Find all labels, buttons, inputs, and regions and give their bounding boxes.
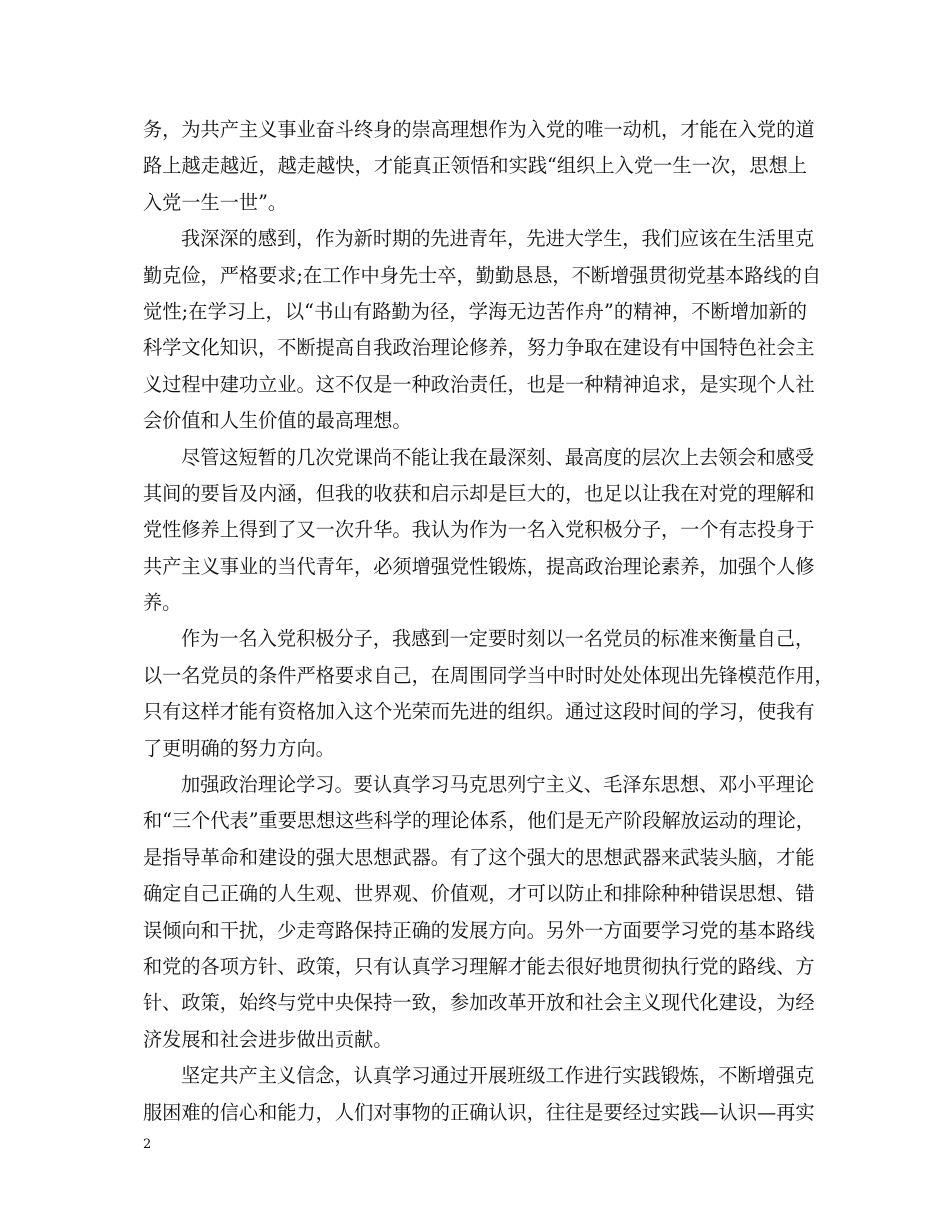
text-line: 作为一名入党积极分子，我感到一定要时刻以一名党员的标准来衡量自己，: [181, 627, 815, 651]
text-line: 了更明确的努力方向。: [143, 736, 335, 760]
text-line: 针、政策，始终与党中央保持一致，参加改革开放和社会主义现代化建设，为经: [143, 991, 815, 1015]
text-line: 勤克俭，严格要求;在工作中身先士卒，勤勤恳恳，不断增强贯彻党基本路线的自: [143, 263, 822, 287]
text-line: 是指导革命和建设的强大思想武器。有了这个强大的思想武器来武装头脑，才能: [143, 845, 815, 869]
text-line: 和党的各项方针、政策，只有认真学习理解才能去很好地贯彻执行党的路线、方: [143, 954, 815, 978]
text-line: 确定自己正确的人生观、世界观、价值观，才可以防止和排除种种错误思想、错: [143, 882, 815, 906]
paragraph: [143, 440, 815, 622]
paragraph: [143, 112, 815, 221]
text-line: 我深深的感到，作为新时期的先进青年，先进大学生，我们应该在生活里克: [181, 227, 815, 251]
text-line: 会价值和人生价值的最高理想。: [143, 409, 412, 433]
text-line: 共产主义事业的当代青年，必须增强党性锻炼，提高政治理论素养，加强个人修: [143, 554, 815, 578]
text-line: 只有这样才能有资格加入这个光荣而先进的组织。通过这段时间的学习，使我有: [143, 700, 815, 724]
paragraph: [143, 621, 834, 767]
text-line: 以一名党员的条件严格要求自己，在周围同学当中时时处处体现出先锋模范作用，: [143, 663, 834, 687]
text-line: 路上越走越近，越走越快，才能真正领悟和实践“组织上入党一生一次，思想上: [143, 154, 807, 178]
text-line: 义过程中建功立业。这不仅是一种政治责任，也是一种精神追求，是实现个人社: [143, 372, 815, 396]
page-number: 2: [143, 1137, 152, 1152]
text-line: 加强政治理论学习。要认真学习马克思列宁主义、毛泽东思想、邓小平理论: [181, 773, 815, 797]
text-line: 科学文化知识，不断提高自我政治理论修养，努力争取在建设有中国特色社会主: [143, 336, 815, 360]
text-line: 党性修养上得到了又一次升华。我认为作为一名入党积极分子，一个有志投身于: [143, 518, 815, 542]
text-line: 养。: [143, 591, 182, 615]
text-line: 入党一生一世”。: [143, 190, 288, 214]
text-line: 尽管这短暂的几次党课尚不能让我在最深刻、最高度的层次上去领会和感受: [181, 445, 815, 469]
text-line: 觉性;在学习上，以“书山有路勤为径，学海无边苦作舟”的精神，不断增加新的: [143, 299, 807, 323]
text-line: 和“三个代表”重要思想这些科学的理论体系，他们是无产阶段解放运动的理论，: [143, 809, 815, 833]
text-line: 济发展和社会进步做出贡献。: [143, 1027, 393, 1051]
paragraph: [143, 767, 815, 1058]
document-body: [143, 112, 834, 1131]
text-line: 坚定共产主义信念，认真学习通过开展班级工作进行实践锻炼，不断增强克: [181, 1064, 815, 1088]
text-line: 务，为共产主义事业奋斗终身的崇高理想作为入党的唯一动机，才能在入党的道: [143, 118, 815, 141]
text-line: 服困难的信心和能力，人们对事物的正确认识，往往是要经过实践—认识—再实: [143, 1100, 815, 1124]
paragraph: [143, 1058, 815, 1131]
text-line: 其间的要旨及内涵，但我的收获和启示却是巨大的，也足以让我在对党的理解和: [143, 481, 815, 505]
text-line: 误倾向和干扰，少走弯路保持正确的发展方向。另外一方面要学习党的基本路线: [143, 918, 815, 942]
paragraph: [143, 221, 822, 439]
